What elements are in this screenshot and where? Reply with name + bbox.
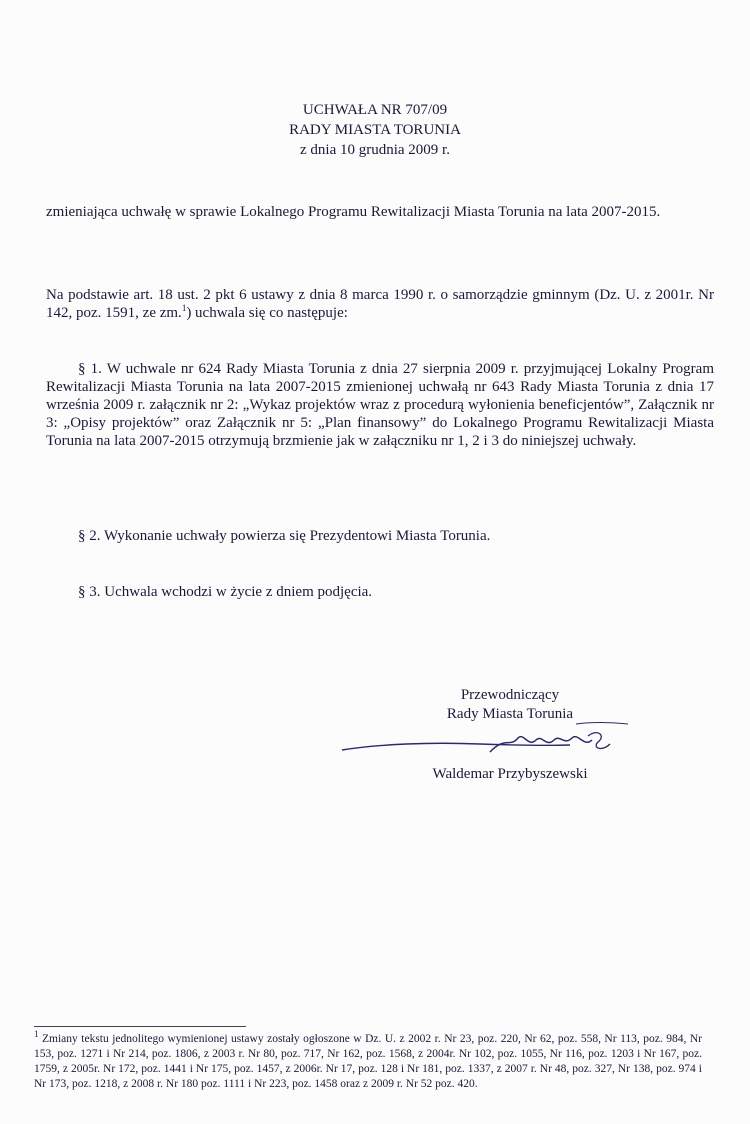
council-name: RADY MIASTA TORUNIA [289,122,461,138]
resolution-date: z dnia 10 grudnia 2009 r. [300,142,450,158]
resolution-number: UCHWAŁA NR 707/09 [302,102,448,118]
resolution-header [0,100,750,160]
signatory-title: Przewodniczący [460,687,560,703]
section-1: § 1. W uchwale nr 624 Rady Miasta Torunia z dnia 27 sierpnia 2009 r. przyjmującej Lokalny Program Rewitalizacji Miasta Torunia na lata 2007-2015 zmienionej uchwałą nr 643 Rady Miasta Torunia z dnia 17 września 2009 r. załącznik nr 2: „Wykaz projektów wraz z procedurą wyłonienia beneficjentów”, Załącznik nr 3: „Opisy projektów” oraz Załącznik nr 5: „Plan finansowy” do Lokalnego Programu Rewitalizacji Miasta Torunia na lata 2007-2015 otrzymują brzmienie jak w załączniku nr 1, 2 i 3 do niniejszej uchwały. [46,361,714,449]
handwritten-signature [340,718,630,764]
legal-basis-text-end: ) uchwala się co następuje: [186,305,348,321]
signatory-council: Rady Miasta Torunia [446,706,574,722]
legal-basis [46,286,714,322]
footnote-reference: 1 [181,303,187,313]
footnote [34,1029,703,1092]
legal-basis-text: Na podstawie art. 18 ust. 2 pkt 6 ustawy z dnia 8 marca 1990 r. o samorządzie gminnym (Dz. U. z 2001r. Nr 142, poz. 1591, ze zm. [46,287,714,321]
resolution-subject: zmieniająca uchwałę w sprawie Lokalnego Programu Rewitalizacji Miasta Torunia na lata 2007-2015. [46,204,661,220]
footnote-marker: 1 [34,1029,39,1040]
signatory-name: Waldemar Przybyszewski [432,766,588,782]
footnote-divider [34,1026,246,1027]
section-2: § 2. Wykonanie uchwały powierza się Prezydentowi Miasta Torunia. [78,528,491,544]
section-3: § 3. Uchwala wchodzi w życie z dniem podjęcia. [78,584,373,600]
footnote-text: Zmiany tekstu jednolitego wymienionej ustawy zostały ogłoszone w Dz. U. z 2002 r. Nr 23, poz. 220, Nr 62, poz. 558, Nr 113, poz. 984, Nr 153, poz. 1271 i Nr 214, poz. 1806, z 2003 r. Nr 80, poz. 717, Nr 162, poz. 1568, z 2004r. Nr 102, poz. 1055, Nr 116, poz. 1203 i Nr 167, poz. 1759, z 2005r. Nr 172, poz. 1441 i Nr 175, poz. 1457, z 2006r. Nr 17, poz. 128 i Nr 181, poz. 1337, z 2007 r. Nr 48, poz. 327, Nr 138, poz. 974 i Nr 173, poz. 1218, z 2008 r. Nr 180 poz. 1111 i Nr 223, poz. 1458 oraz z 2009 r. Nr 52 poz. 420. [34,1033,703,1090]
